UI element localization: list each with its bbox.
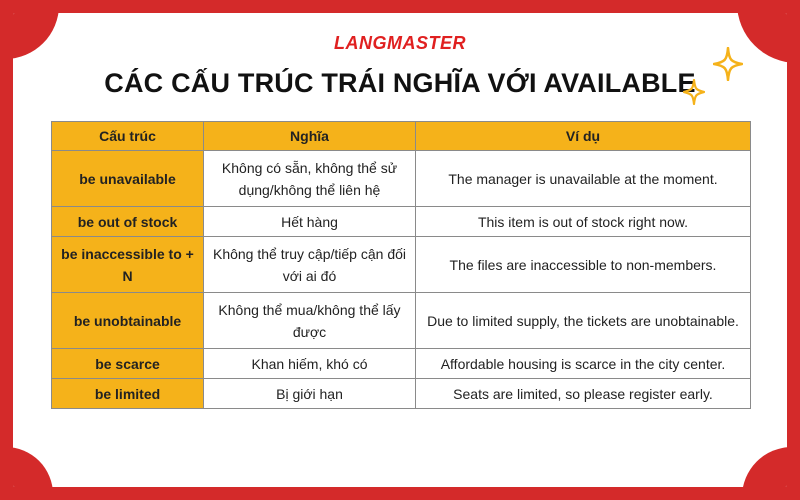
table-row bbox=[52, 151, 751, 207]
example-cell: Due to limited supply, the tickets are unobtainable. bbox=[416, 293, 751, 349]
page-title: CÁC CẤU TRÚC TRÁI NGHĨA VỚI AVAILABLE bbox=[104, 68, 696, 98]
meaning-cell: Không thể mua/không thể lấy được bbox=[204, 293, 416, 349]
column-header-example: Ví dụ bbox=[416, 122, 751, 151]
example-cell: This item is out of stock right now. bbox=[416, 207, 751, 237]
structure-cell: be out of stock bbox=[52, 207, 204, 237]
corner-decoration bbox=[13, 447, 53, 487]
meaning-cell: Không thể truy cập/tiếp cận đối với ai đó bbox=[204, 237, 416, 293]
corner-decoration bbox=[742, 447, 787, 487]
table-row bbox=[52, 379, 751, 409]
meaning-cell: Bị giới hạn bbox=[204, 379, 416, 409]
structure-cell: be unavailable bbox=[52, 151, 204, 207]
example-cell: The manager is unavailable at the moment. bbox=[416, 151, 751, 207]
meaning-cell: Khan hiếm, khó có bbox=[204, 349, 416, 379]
structure-cell: be limited bbox=[52, 379, 204, 409]
example-cell: Affordable housing is scarce in the city center. bbox=[416, 349, 751, 379]
example-cell: The files are inaccessible to non-members. bbox=[416, 237, 751, 293]
column-header-meaning: Nghĩa bbox=[204, 122, 416, 151]
table-row bbox=[52, 293, 751, 349]
table-header-row bbox=[52, 122, 751, 151]
example-cell: Seats are limited, so please register early. bbox=[416, 379, 751, 409]
column-header-structure: Cấu trúc bbox=[52, 122, 204, 151]
meaning-cell: Không có sẵn, không thể sử dụng/không thể liên hệ bbox=[204, 151, 416, 207]
sparkle-icon bbox=[713, 47, 743, 81]
table-row bbox=[52, 207, 751, 237]
table-row bbox=[52, 349, 751, 379]
antonym-structures-table bbox=[51, 121, 751, 409]
brand-logo: LANGMASTER bbox=[334, 33, 466, 53]
structure-cell: be unobtainable bbox=[52, 293, 204, 349]
sparkle-icon bbox=[683, 79, 705, 105]
structure-cell: be inaccessible to + N bbox=[52, 237, 204, 293]
table-row bbox=[52, 237, 751, 293]
structure-cell: be scarce bbox=[52, 349, 204, 379]
meaning-cell: Hết hàng bbox=[204, 207, 416, 237]
